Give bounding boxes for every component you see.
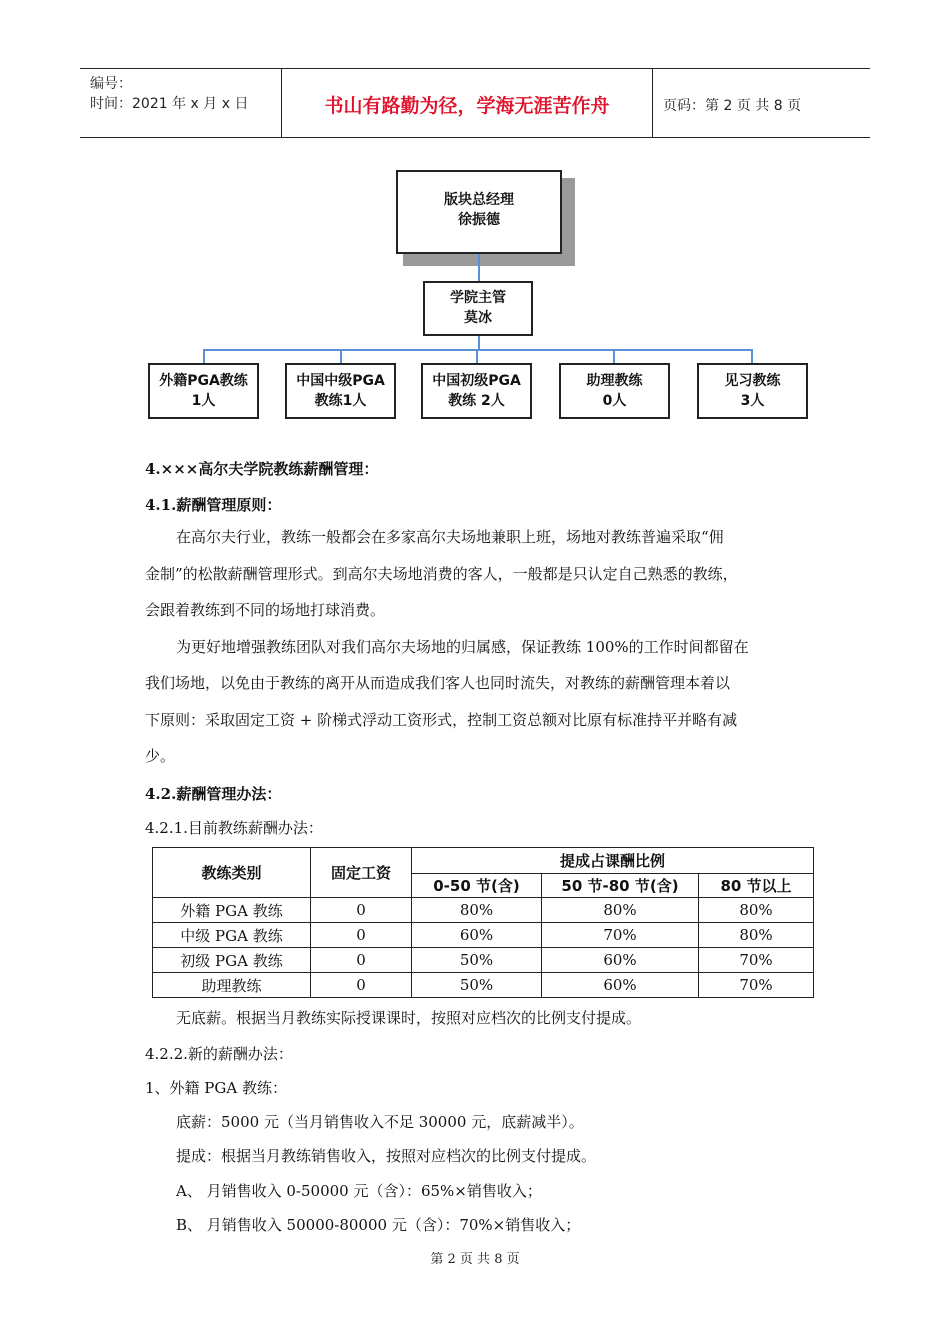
paragraph-line: 下原则：采取固定工资 + 阶梯式浮动工资形式，控制工资总额对比原有标准持平并略有减 (145, 711, 738, 729)
cell: 助理教练 (153, 973, 311, 998)
column-header: 固定工资 (311, 848, 412, 898)
org-box-academy-supervisor (423, 281, 533, 336)
org-name: 莫冰 (464, 310, 492, 326)
org-title: 中国初级PGA (432, 373, 521, 389)
connector-line (478, 254, 480, 281)
base-salary-line: 底薪：5000 元（当月销售收入不足 30000 元，底薪减半）。 (176, 1113, 584, 1131)
org-count: 教练 2人 (448, 393, 505, 409)
header-left-cell (80, 69, 282, 137)
org-title: 版块总经理 (444, 192, 514, 208)
header-page-cell (653, 69, 870, 137)
column-header: 教练类别 (153, 848, 311, 898)
commission-line: 提成：根据当月教练销售收入，按照对应档次的比例支付提成。 (176, 1147, 597, 1165)
tier-b-line: B、 月销售收入 50000-80000 元（含）：70%×销售收入； (176, 1216, 581, 1234)
paragraph-line: 在高尔夫行业，教练一般都会在多家高尔夫场地兼职上班，场地对教练普遍采取“佣 (176, 528, 724, 546)
connector-line (478, 336, 480, 350)
salary-table (152, 847, 814, 998)
cell: 80% (699, 898, 814, 923)
subsection-heading: 4.2.薪酬管理办法： (145, 785, 282, 803)
org-count: 3人 (740, 393, 765, 409)
cell: 80% (699, 923, 814, 948)
paragraph-line: 我们场地，以免由于教练的离开从而造成我们客人也同时流失，对教练的薪酬管理本着以 (145, 674, 731, 692)
connector-line (476, 349, 478, 363)
org-box-intermediate-pga-coach (285, 363, 396, 419)
subsection-heading: 4.2.1.目前教练薪酬办法： (145, 819, 323, 837)
cell: 外籍 PGA 教练 (153, 898, 311, 923)
paragraph-line: 金制”的松散薪酬管理形式。到高尔夫场地消费的客人，一般都是只认定自己熟悉的教练， (145, 565, 738, 583)
cell: 中级 PGA 教练 (153, 923, 311, 948)
cell: 70% (699, 948, 814, 973)
column-group-header: 提成占课酬比例 (412, 848, 814, 874)
section-heading: 4.×××高尔夫学院教练薪酬管理： (145, 460, 379, 478)
column-header: 80 节以上 (699, 874, 814, 898)
paragraph-line: 为更好地增强教练团队对我们高尔夫场地的归属感，保证教练 100%的工作时间都留在 (176, 638, 749, 656)
table-row (153, 948, 814, 973)
connector-line (613, 349, 615, 363)
document-number-label: 编号： (90, 76, 132, 92)
table-note: 无底薪。根据当月教练实际授课课时，按照对应档次的比例支付提成。 (176, 1009, 642, 1027)
cell: 初级 PGA 教练 (153, 948, 311, 973)
org-box-junior-pga-coach (421, 363, 532, 419)
subsection-heading: 4.2.2.新的薪酬办法： (145, 1045, 293, 1063)
connector-branch (203, 349, 753, 351)
org-box-general-manager (396, 170, 562, 254)
cell: 0 (311, 948, 412, 973)
cell: 0 (311, 973, 412, 998)
org-title: 中国中级PGA (296, 373, 385, 389)
org-box-trainee-coach (697, 363, 808, 419)
column-header: 50 节-80 节(含) (542, 874, 699, 898)
org-count: 教练1人 (314, 393, 367, 409)
document-date: 时间：2021 年 x 月 x 日 (90, 96, 249, 112)
table-row (153, 923, 814, 948)
header-motto-cell (282, 69, 653, 137)
cell: 50% (412, 948, 542, 973)
paragraph-line: 少。 (145, 747, 176, 765)
column-header: 0-50 节(含) (412, 874, 542, 898)
org-title: 外籍PGA教练 (159, 373, 248, 389)
org-title: 学院主管 (450, 290, 506, 306)
table-header-row (153, 848, 814, 874)
connector-line (203, 349, 205, 363)
tier-a-line: A、 月销售收入 0-50000 元（含）：65%×销售收入； (176, 1182, 542, 1200)
org-title: 助理教练 (586, 373, 643, 389)
cell: 60% (542, 948, 699, 973)
paragraph-line: 会跟着教练到不同的场地打球消费。 (145, 601, 386, 619)
list-item-heading: 1、外籍 PGA 教练： (145, 1079, 287, 1097)
org-count: 1人 (191, 393, 216, 409)
motto-text: 书山有路勤为径，学海无涯苦作舟 (324, 95, 610, 117)
cell: 70% (699, 973, 814, 998)
page-number-info: 页码：第 2 页 共 8 页 (663, 98, 802, 114)
org-count: 0人 (602, 393, 627, 409)
cell: 60% (542, 973, 699, 998)
page-header (80, 68, 870, 138)
cell: 0 (311, 923, 412, 948)
org-box-foreign-pga-coach (148, 363, 259, 419)
org-title: 见习教练 (724, 373, 781, 389)
table-row (153, 898, 814, 923)
org-box-assistant-coach (559, 363, 670, 419)
table-row (153, 973, 814, 998)
cell: 80% (412, 898, 542, 923)
cell: 80% (542, 898, 699, 923)
cell: 60% (412, 923, 542, 948)
page-footer: 第 2 页 共 8 页 (430, 1252, 520, 1267)
org-name: 徐振德 (458, 212, 500, 228)
subsection-heading: 4.1.薪酬管理原则： (145, 496, 282, 514)
cell: 50% (412, 973, 542, 998)
connector-line (751, 349, 753, 363)
connector-line (340, 349, 342, 363)
cell: 70% (542, 923, 699, 948)
cell: 0 (311, 898, 412, 923)
